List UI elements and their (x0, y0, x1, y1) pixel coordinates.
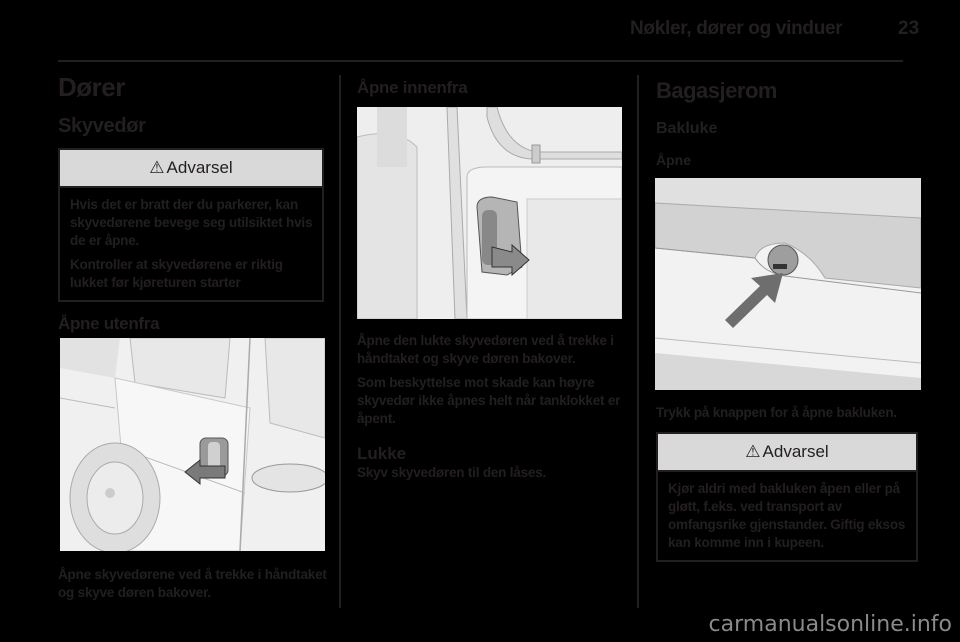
heading-close: Lukke (357, 444, 407, 463)
open-text: Trykk på knappen for å åpne bakluken. (656, 405, 897, 420)
warning-label: Advarsel (166, 158, 233, 177)
warning-header (658, 434, 916, 472)
open-outside-text: Åpne skyvedørene ved å trekke i håndtaket og skyve døren bakover. (58, 567, 327, 600)
running-header-title: Nøkler, dører og vinduer (630, 18, 843, 39)
warning-box-tailgate (656, 432, 918, 562)
warning-body (60, 188, 322, 300)
column-1-caption (58, 566, 328, 602)
column-2-body (357, 332, 625, 482)
warning-triangle-icon: ⚠ (745, 442, 761, 461)
column-3 (656, 78, 922, 168)
heading-open: Åpne (656, 152, 691, 168)
column-divider-1 (339, 75, 341, 608)
warning-paragraph: Kjør aldri med bakluken åpen eller på gløtt, f.eks. ved transport av omfangsrike gjenstander. Giftig eksos kan komme inn i kupeen. (668, 481, 906, 550)
header-rule (58, 60, 903, 62)
heading-open-outside: Åpne utenfra (58, 314, 160, 333)
page-number: 23 (898, 18, 920, 39)
close-text: Skyv skyvedøren til den låses. (357, 465, 547, 480)
warning-header (60, 150, 322, 188)
warning-box-sliding-door (58, 148, 324, 302)
watermark: carmanualsonline.info (708, 612, 952, 637)
illustration-sliding-door-inside (357, 107, 622, 319)
section-title-doors: Dører (58, 72, 125, 102)
warning-paragraph: Hvis det er bratt der du parkerer, kan skyvedørene bevege seg utilsiktet hvis de er åpne. (70, 197, 313, 248)
column-3-body (656, 404, 918, 562)
illustration-tailgate-button (655, 178, 921, 390)
heading-open-inside: Åpne innenfra (357, 78, 468, 97)
subsection-title-tailgate: Bakluke (656, 120, 718, 137)
warning-body (658, 472, 916, 560)
column-2 (357, 78, 623, 98)
warning-label: Advarsel (762, 442, 829, 461)
column-divider-2 (637, 75, 639, 608)
section-title-luggage: Bagasjerom (656, 78, 777, 103)
subsection-title-sliding-door: Skyvedør (58, 115, 146, 137)
open-inside-paragraph: Som beskyttelse mot skade kan høyre skyvedør ikke åpnes helt når tanklokket er åpent. (357, 375, 621, 426)
open-inside-paragraph: Åpne den lukte skyvedøren ved å trekke i håndtaket og skyve døren bakover. (357, 333, 614, 366)
warning-paragraph: Kontroller at skyvedørene er riktig lukket før kjøreturen starter (70, 257, 283, 290)
warning-triangle-icon: ⚠ (149, 158, 165, 177)
illustration-sliding-door-outside (60, 338, 325, 551)
column-1 (58, 72, 324, 334)
